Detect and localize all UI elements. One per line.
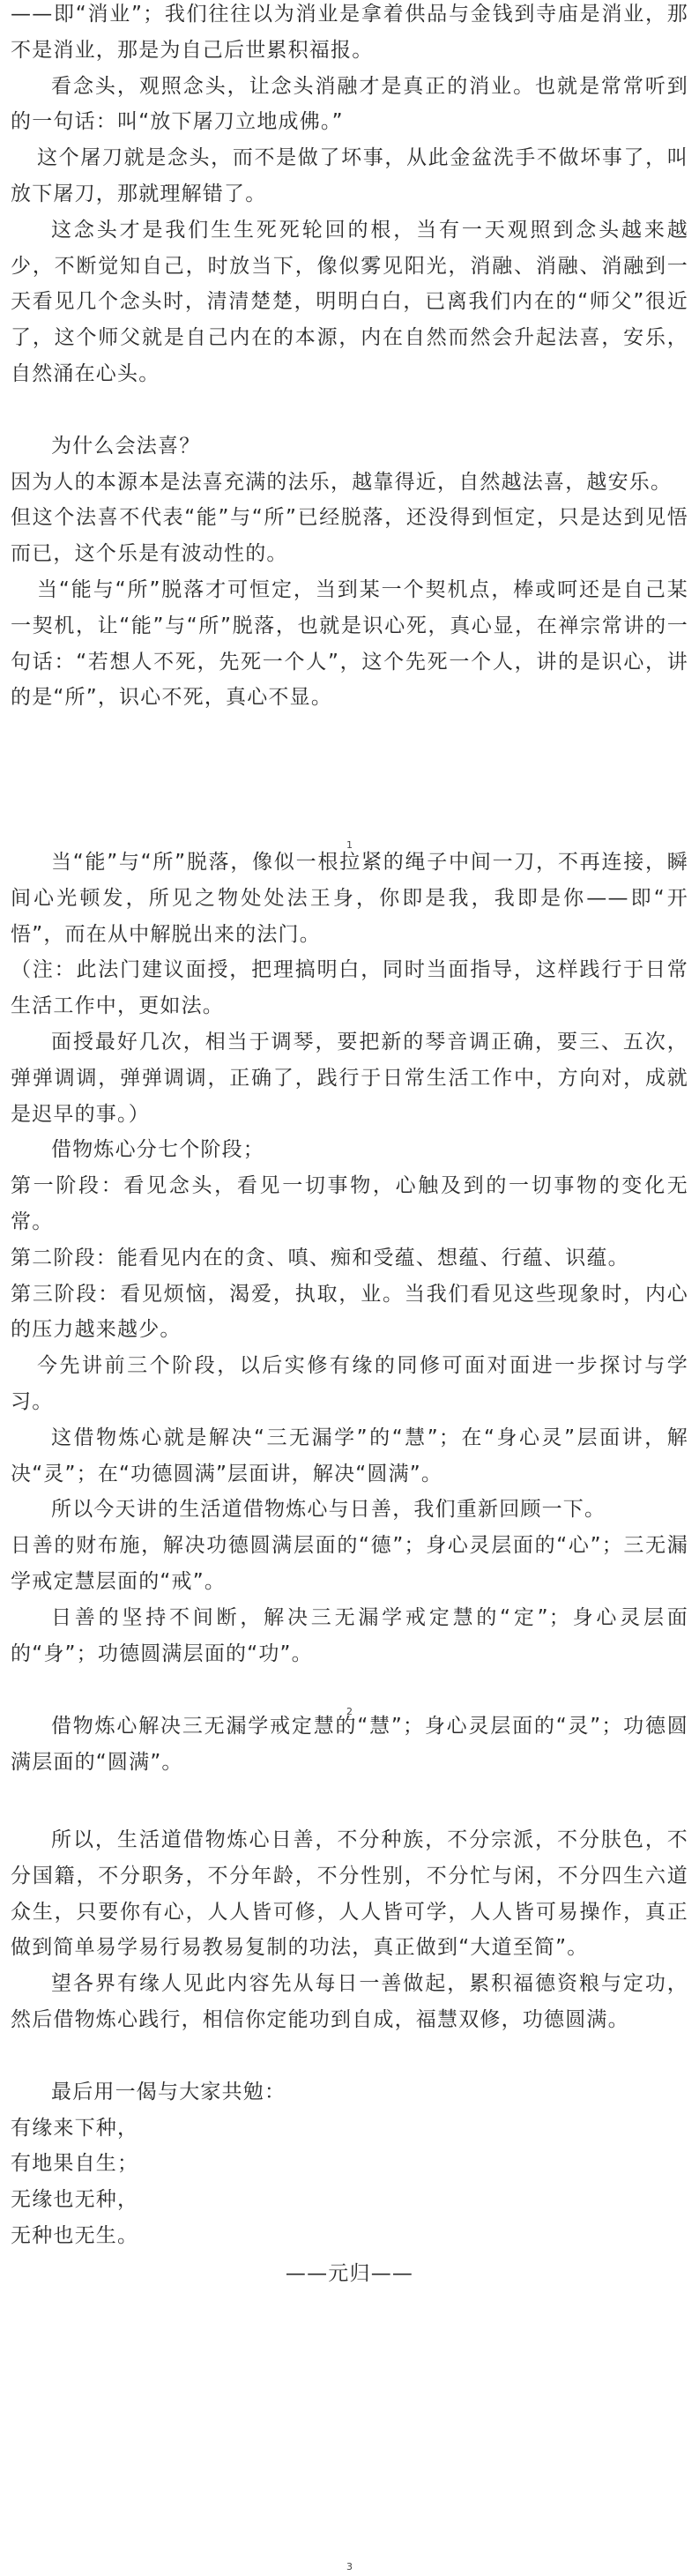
page-2-tail xyxy=(0,1709,699,1781)
stage-item: 第一阶段：看见念头，看见一切事物，心触及到的一切事物的变化无常。 xyxy=(11,1174,688,1233)
paragraph: 所以今天讲的生活道借物炼心与日善，我们重新回顾一下。 xyxy=(51,1498,606,1522)
paragraph: 这个屠刀就是念头，而不是做了坏事，从此金盆洗手不做坏事了，叫放下屠刀，那就理解错了。 xyxy=(11,146,688,205)
section-heading: 为什么会法喜？ xyxy=(51,434,201,458)
page-2 xyxy=(0,845,699,1671)
note-paragraph: 面授最好几次，相当于调琴，要把新的琴音调正确，要三、五次，弹弹调调，弹弹调调，正确了，践行于日常生活工作中，方向对，成就是迟早的事。） xyxy=(11,1030,688,1126)
paragraph: 这念头才是我们生生死死轮回的根，当有一天观照到念头越来越少，不断觉知自己，时放当下，像似雾见阳光，消融、消融、消融到一天看见几个念头时，清清楚楚，明明白白，已离我们内在的“师父”很近了，这个师父就是自己内在的本源，内在自然而然会升起法喜，安乐，自然涌在心头。 xyxy=(11,218,688,385)
verse-line: 无缘也无种， xyxy=(11,2188,139,2212)
paragraph: 今先讲前三个阶段，以后实修有缘的同修可面对面进一步探讨与学习。 xyxy=(11,1354,688,1413)
verse-line: 无种也无生。 xyxy=(11,2223,139,2247)
paragraph: 因为人的本源本是法喜充满的法乐，越靠得近，自然越法喜，越安乐。 xyxy=(11,470,673,494)
paragraph: 借物炼心解决三无漏学戒定慧的“慧”；身心灵层面的“灵”；功德圆满层面的“圆满”。 xyxy=(11,1715,688,1774)
page-number: 1 xyxy=(346,839,353,851)
stage-item: 第二阶段：能看见内在的贪、嗔、痴和受蕴、想蕴、行蕴、识蕴。 xyxy=(11,1246,629,1269)
paragraph: 当“能与“所”脱落才可恒定，当到某一个契机点，棒或呵还是自己某一契机，让“能”与“所”脱落，也就是识心死，真心显，在禅宗常讲的一句话：“若想人不死，先死一个人”，这个先死一个人，讲的是识心，讲的是“所”，识心不死，真心不显。 xyxy=(11,577,688,710)
paragraph: ——即“消业”；我们往往以为消业是拿着供品与金钱到寺庙是消业，那不是消业，那是为自己后世累积福报。 xyxy=(11,3,688,62)
author-signature: ——元归—— xyxy=(285,2261,414,2285)
verse-intro: 最后用一偈与大家共勉： xyxy=(51,2080,286,2103)
paragraph: 日善的财布施，解决功德圆满层面的“德”；身心灵层面的“心”；三无漏学戒定慧层面的“戒”。 xyxy=(11,1534,688,1593)
paragraph: 看念头，观照念头，让念头消融才是真正的消业。也就是常常听到的一句话：叫“放下屠刀立地成佛。” xyxy=(11,74,688,134)
paragraph: 日善的坚持不间断，解决三无漏学戒定慧的“定”；身心灵层面的“身”；功德圆满层面的“功”。 xyxy=(11,1605,688,1665)
paragraph: 所以，生活道借物炼心日善，不分种族，不分宗派，不分肤色，不分国籍，不分职务，不分年龄，不分性别，不分忙与闲，不分四生六道众生，只要你有心，人人皆可修，人人皆可学，人人皆可易操作，真正做到简单易学易行易教易复制的功法，真正做到“大道至简”。 xyxy=(11,1828,688,1960)
verse-line: 有地果自生； xyxy=(11,2152,139,2176)
note-paragraph: （注：此法门建议面授，把理搞明白，同时当面指导，这样践行于日常生活工作中，更如法。 xyxy=(11,958,688,1018)
page-3 xyxy=(0,1822,699,2292)
page-1 xyxy=(0,0,699,716)
stage-item: 第三阶段：看见烦恼，渴爱，执取，业。当我们看见这些现象时，内心的压力越来越少。 xyxy=(11,1282,688,1342)
verse-line: 有缘来下种， xyxy=(11,2116,139,2140)
paragraph: 但这个法喜不代表“能”与“所”已经脱落，还没得到恒定，只是达到见悟而已，这个乐是有波动性的。 xyxy=(11,506,688,566)
paragraph: 借物炼心分七个阶段； xyxy=(51,1138,264,1162)
paragraph: 望各界有缘人见此内容先从每日一善做起，累积福德资粮与定功，然后借物炼心践行，相信你定能功到自成，福慧双修，功德圆满。 xyxy=(11,1972,688,2031)
paragraph: 这借物炼心就是解决“三无漏学”的“慧”；在“身心灵”层面讲，解决“灵”；在“功德圆满”层面讲，解决“圆满”。 xyxy=(11,1426,688,1485)
page-number: 2 xyxy=(346,1706,353,1717)
page-number: 3 xyxy=(346,2561,353,2572)
paragraph: 当“能”与“所”脱落，像似一根拉紧的绳子中间一刀，不再连接，瞬间心光顿发，所见之物处处法王身，你即是我，我即是你——即“开悟”，而在从中解脱出来的法门。 xyxy=(11,851,688,946)
